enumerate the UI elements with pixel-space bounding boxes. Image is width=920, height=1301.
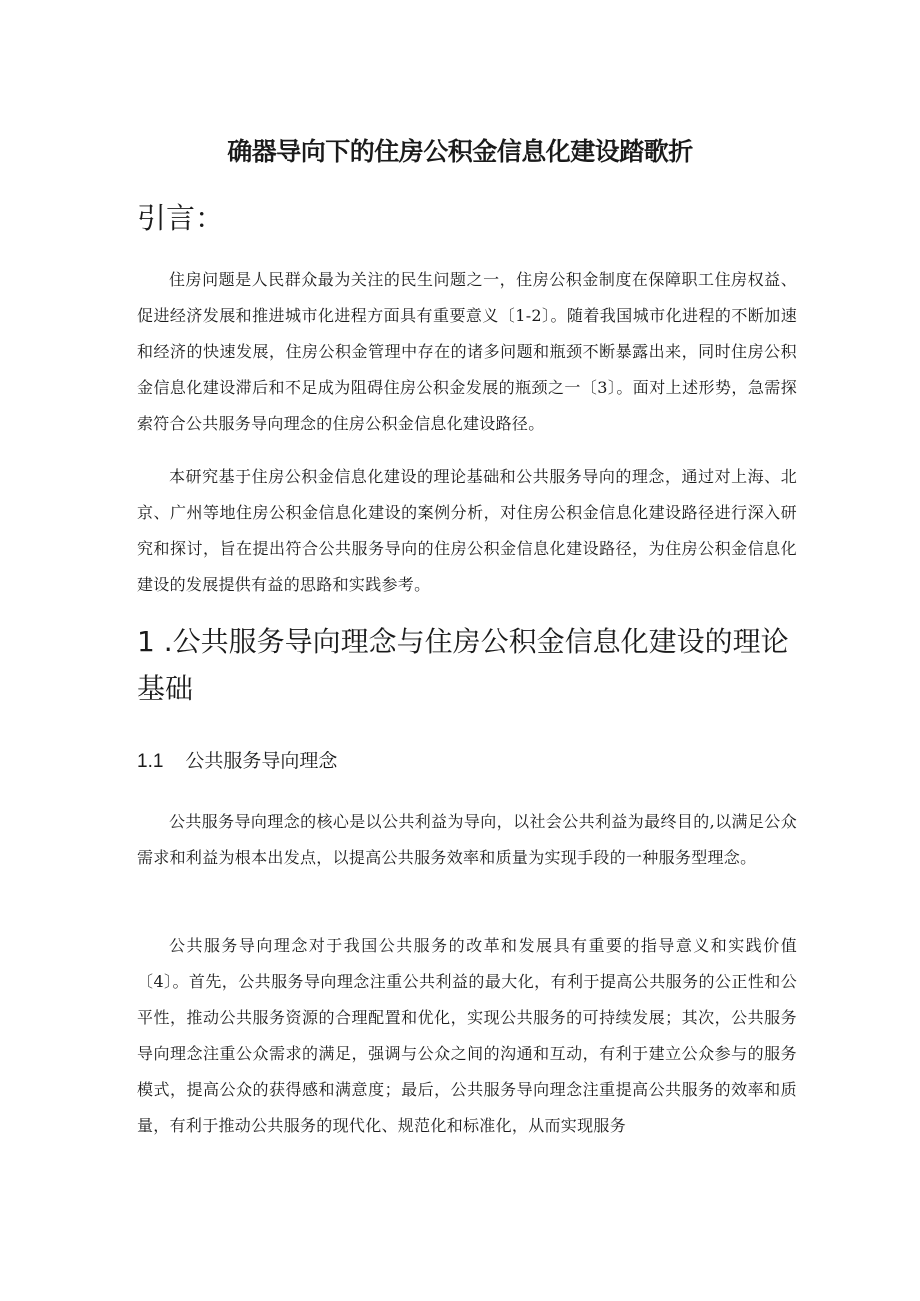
section-1-1-paragraph-2: 公共服务导向理念对于我国公共服务的改革和发展具有重要的指导意义和实践价值〔4〕。首先，公共服务导向理念注重公共利益的最大化，有利于提高公共服务的公正性和公平性，推动公共服务资源的合理配置和优化，实现公共服务的可持续发展；其次，公共服务导向理念注重公众需求的满足，强调与公众之间的沟通和互动，有利于建立公众参与的服务模式，提高公众的获得感和满意度；最后，公共服务导向理念注重提高公共服务的效率和质量，有利于推动公共服务的现代化、规范化和标准化，从而实现服务 — [137, 936, 797, 1135]
intro-paragraph-2: 本研究基于住房公积金信息化建设的理论基础和公共服务导向的理念，通过对上海、北京、广州等地住房公积金信息化建设的案例分析，对住房公积金信息化建设路径进行深入研究和探讨，旨在提出符合公共服务导向的住房公积金信息化建设路径，为住房公积金信息化建设的发展提供有益的思路和实践参考。 — [137, 467, 797, 594]
section-1-1-number: 1.1 — [137, 751, 164, 772]
section-1-1-heading — [137, 746, 337, 773]
section-1-1-title: 公共服务导向理念 — [185, 750, 338, 772]
section-1-heading: 1 .公共服务导向理念与住房公积金信息化建设的理论基础 — [137, 625, 789, 705]
section-1-1-paragraph-1: 公共服务导向理念的核心是以公共利益为导向，以社会公共利益为最终目的,以满足公众需求和利益为根本出发点，以提高公共服务效率和质量为实现手段的一种服务型理念。 — [137, 812, 797, 867]
intro-paragraph-1: 住房问题是人民群众最为关注的民生问题之一，住房公积金制度在保障职工住房权益、促进经济发展和推进城市化进程方面具有重要意义〔1-2〕。随着我国城市化进程的不断加速和经济的快速发展，住房公积金管理中存在的诸多问题和瓶颈不断暴露出来，同时住房公积金信息化建设滞后和不足成为阻碍住房公积金发展的瓶颈之一〔3〕。面对上述形势，急需探索符合公共服务导向理念的住房公积金信息化建设路径。 — [137, 270, 797, 433]
intro-heading: 引言： — [137, 201, 225, 235]
document-title: 确器导向下的住房公积金信息化建设踏歌折 — [227, 137, 693, 166]
